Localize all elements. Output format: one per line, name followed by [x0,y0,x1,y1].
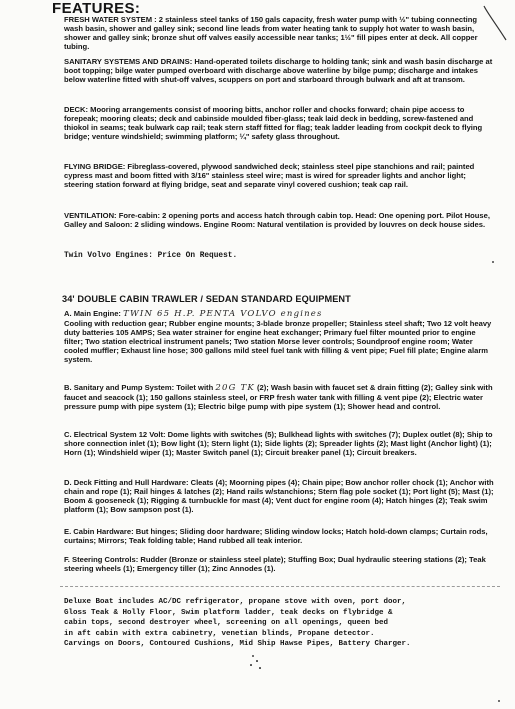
main-engine-handwritten: TWIN 65 H.P. PENTA VOLVO engines [123,309,323,319]
main-engine-label: A. Main Engine: [64,309,121,318]
main-engine-paragraph [64,309,496,365]
scan-speck [250,664,252,666]
scan-speck [492,261,494,263]
deluxe-line: Deluxe Boat includes AC/DC refrigerator, propane stove with oven, port door, [64,598,407,606]
sanitary-paragraph: SANITARY SYSTEMS AND DRAINS: Hand-operated toilets discharge to holding tank; sink and wash basin discharge at boot topping; bilge water pumped overboard with discharge above waterline by bilge pump; discharge and intakes below waterline fitted with shut-off valves, scuppers on port and starboard through bulwark and aft at transom. [64,57,493,85]
deluxe-line: Gloss Teak & Holly Floor, Swim platform ladder, teak decks on flybridge & [64,608,393,617]
electrical-paragraph: C. Electrical System 12 Volt: Dome lights with switches (5); Bulkhead lights with switches (7); Duplex outlet (8); Ship to shore connection inlet (1); Bow light (1); Stern light (1); Side lights (2); Spreader lights (2); Mast light (Anchor light) (1); Horn (1); Windshield wiper (1); Master Switch panel (1); Circuit breaker panel (1); Circuit breakers. [64,430,493,458]
sanitary-pump-text-2: (2); Wash basin with faucet set & drain fitting (2); Galley sink with faucet and seacock (1); 150 gallons stainless steel, or FRP fresh water tank with filling & vent pipe (2); Electric water pressure pump with pipe system (1); Electric bilge pump with pipe system (1); Shower head and control. [64,383,493,412]
scan-speck [252,655,254,657]
sanitary-pump-handwritten: 20G TK [215,383,255,393]
deluxe-line: cabin tops, second destroyer wheel, screening on all openings, queen bed [64,619,389,627]
deck-paragraph: DECK: Mooring arrangements consist of mooring bitts, anchor roller and chocks forward; chain pipe access to forepeak; mooring cleats; deck and cabinside moulded fiber-glass; teak laid deck in bedding, screw-fastened and thiokol in seams; teak bulwark cap rail; teak stern staff fitted for flag; teak ladder leading from cockpit deck to flying bridge; venture windshield; swimming platform; ¼" safety glass throughout. [64,105,483,142]
main-engine-text: Cooling with reduction gear; Rubber engine mounts; 3-blade bronze propeller; Stainless steel shaft; Two 12 volt heavy duty batteries 105 AMPS; Sea water strainer for engine heat exchanger; Primary fuel filter mounted prior to engine filter; Two station electrical instrument panels; Two station Morse lever controls; Soundproof engine room; Water cooled muffler; Exhaust line hose; 300 gallons mild steel fuel tank with filling & vent pipe; Fuel fill plate; Engine alarm system. [64,319,492,365]
divider-line [60,586,500,587]
scan-speck [256,660,258,662]
equipment-title: 34' DOUBLE CABIN TRAWLER / SEDAN STANDARD EQUIPMENT [62,294,351,304]
deluxe-block [64,597,411,650]
ventilation-paragraph: VENTILATION: Fore-cabin: 2 opening ports and access hatch through cabin top. Head: One opening port. Pilot House, Galley and Saloon: 2 sliding windows. Engine Room: Natural ventilation is provided by louvres on deck house sides. [64,211,490,230]
engines-note: Twin Volvo Engines: Price On Request. [64,252,238,260]
fresh-water-paragraph: FRESH WATER SYSTEM : 2 stainless steel tanks of 150 gals capacity, fresh water pump with ½" tubing connecting wash basin, shower and galley sink; second line leads from water heating tank to supply hot water to wash basin, shower and galley sink; bronze shut off valves easily accessible near tanks; 1½" fill pipes enter at deck. All copper tubing. [64,15,478,52]
scan-speck [259,667,261,669]
deluxe-line: in aft cabin with extra cabinetry, venetian blinds, Propane detector. [64,629,375,638]
deck-fitting-paragraph: D. Deck Fitting and Hull Hardware: Cleats (4); Moorning pipes (4); Chain pipe; Bow anchor roller chock (1); Anchor with chain and rope (1); Rail hinges & latches (2); Hand rails w/stanchions; Stern flag pole socket (1); Port light (5); Mast (1); Boom & gooseneck (1); Rigging & turnbuckle for mast (4); Vent duct for engine room (4); Hatch hinges (2); Teak swim platform (1); Bow sampson post (1). [64,478,494,515]
sanitary-pump-text-1: B. Sanitary and Pump System: Toilet with [64,383,214,392]
scan-speck [498,700,500,702]
features-heading: FEATURES: [52,0,141,17]
sanitary-pump-paragraph [64,383,496,411]
deluxe-line: Carvings on Doors, Contoured Cushions, Mid Ship Hawse Pipes, Battery Charger. [64,640,411,648]
cabin-hardware-paragraph: E. Cabin Hardware: But hinges; Sliding door hardware; Sliding window locks; Hatch hold-down clamps; Curtain rods, curtains; Mirrors; Teak folding table; Hand rubbed all teak interior. [64,527,488,546]
flying-bridge-paragraph: FLYING BRIDGE: Fibreglass-covered, plywood sandwiched deck; stainless steel pipe stanchions and rail; painted cypress mast and boom fitted with 3/16" stainless steel wire; mast is wired for spreader lights and anchor light; steering station forward at flying bridge, seat and separate vinyl covered cushion; teak cap rail. [64,162,475,190]
steering-paragraph: F. Steering Controls: Rudder (Bronze or stainless steel plate); Stuffing Box; Dual hydraulic steering stations (2); Teak steering wheels (1); Emergency tiller (1); Zinc Annodes (1). [64,555,486,574]
